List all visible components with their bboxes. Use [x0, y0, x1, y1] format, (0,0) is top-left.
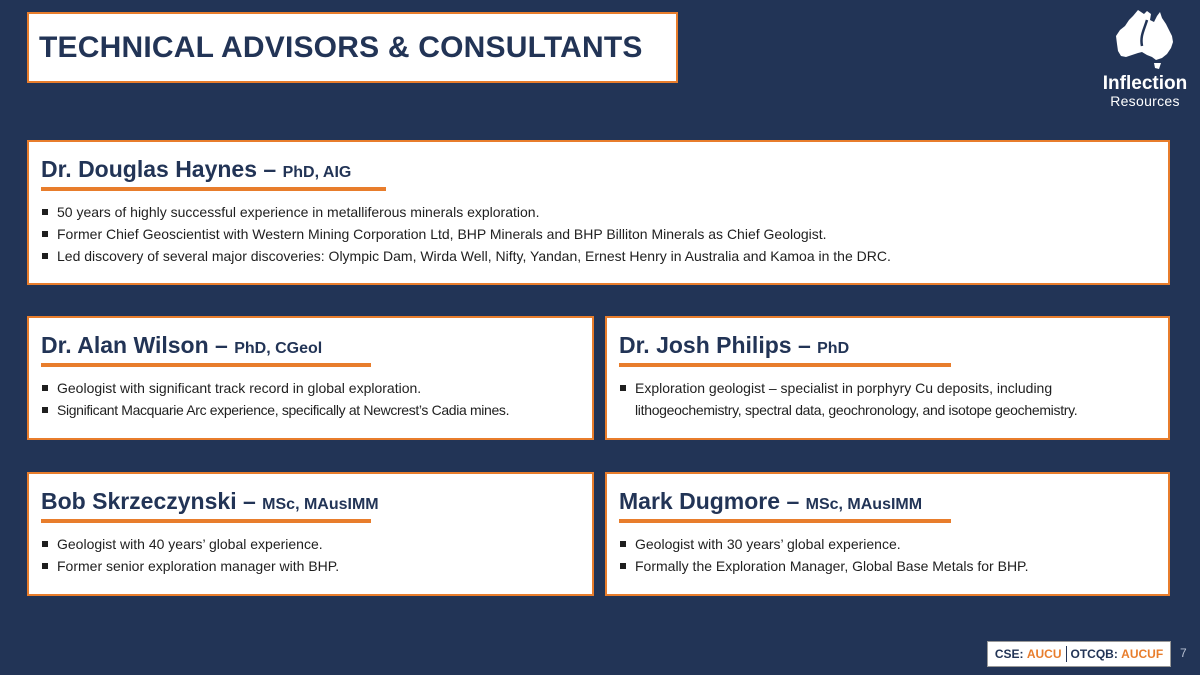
advisor-name-text: Dr. Alan Wilson — [41, 332, 209, 358]
advisor-qualifications: PhD, AIG — [282, 164, 352, 181]
list-item: Geologist with 40 years’ global experience. — [41, 533, 580, 555]
otc-label: OTCQB: — [1070, 647, 1118, 661]
name-dash: – — [242, 488, 256, 514]
list-item-continuation: lithogeochemistry, spectral data, geochronology, and isotope geochemistry. — [635, 402, 1078, 418]
page-number: 7 — [1180, 646, 1187, 660]
name-dash: – — [797, 332, 811, 358]
bullet-list — [619, 377, 1156, 421]
australia-map-icon — [1114, 8, 1176, 72]
advisor-card-wilson — [27, 316, 594, 440]
ticker-divider — [1066, 646, 1067, 662]
advisor-name — [619, 332, 1156, 359]
advisor-name-text: Dr. Josh Philips — [619, 332, 792, 358]
list-item: Former senior exploration manager with BHP. — [41, 555, 580, 577]
name-underline — [41, 519, 371, 523]
bullet-list — [619, 533, 1156, 577]
name-dash: – — [786, 488, 800, 514]
bullet-list — [41, 533, 580, 577]
advisor-card-haynes — [27, 140, 1170, 285]
otc-symbol: AUCUF — [1121, 647, 1164, 661]
company-logo — [1095, 8, 1195, 108]
logo-name: Inflection — [1102, 73, 1188, 94]
name-underline — [619, 363, 951, 367]
name-dash: – — [263, 156, 277, 182]
list-item: Geologist with significant track record in global exploration. — [41, 377, 580, 399]
list-item: Formally the Exploration Manager, Global Base Metals for BHP. — [619, 555, 1156, 577]
page-title: TECHNICAL ADVISORS & CONSULTANTS — [39, 30, 643, 64]
ticker-box — [987, 641, 1171, 667]
bullet-list — [41, 201, 1156, 267]
advisor-name — [41, 332, 580, 359]
advisor-name — [41, 156, 1156, 183]
advisor-qualifications: MSc, MAusIMM — [262, 496, 379, 513]
name-underline — [41, 363, 371, 367]
name-underline — [619, 519, 951, 523]
advisor-name — [619, 488, 1156, 515]
cse-label: CSE: — [994, 647, 1024, 661]
list-item: Geologist with 30 years’ global experience. — [619, 533, 1156, 555]
list-item: Led discovery of several major discoveries: Olympic Dam, Wirda Well, Nifty, Yandan, Ernest Henry in Australia and Kamoa in the DRC. — [41, 245, 1156, 267]
logo-subname: Resources — [1110, 93, 1180, 109]
advisor-qualifications: MSc, MAusIMM — [805, 496, 923, 513]
list-item: 50 years of highly successful experience in metalliferous minerals exploration. — [41, 201, 1156, 223]
name-dash: – — [215, 332, 228, 358]
advisor-name-text: Bob Skrzeczynski — [41, 488, 237, 514]
advisor-name-text: Mark Dugmore — [619, 488, 781, 514]
advisor-card-skrzeczynski — [27, 472, 594, 596]
advisor-name-text: Dr. Douglas Haynes — [41, 156, 258, 182]
advisor-qualifications: PhD, CGeol — [234, 340, 323, 357]
list-item: Significant Macquarie Arc experience, specifically at Newcrest’s Cadia mines. — [41, 399, 580, 421]
name-underline — [41, 187, 386, 191]
advisor-name — [41, 488, 580, 515]
advisor-card-dugmore — [605, 472, 1170, 596]
advisor-qualifications: PhD — [817, 340, 850, 357]
advisor-card-philips — [605, 316, 1170, 440]
list-item: Former Chief Geoscientist with Western Mining Corporation Ltd, BHP Minerals and BHP Billiton Minerals as Chief Geologist. — [41, 223, 1156, 245]
bullet-list — [41, 377, 580, 421]
cse-symbol: AUCU — [1026, 647, 1062, 661]
list-item: Exploration geologist – specialist in porphyry Cu deposits, including — [619, 377, 1156, 399]
title-box — [27, 12, 678, 83]
